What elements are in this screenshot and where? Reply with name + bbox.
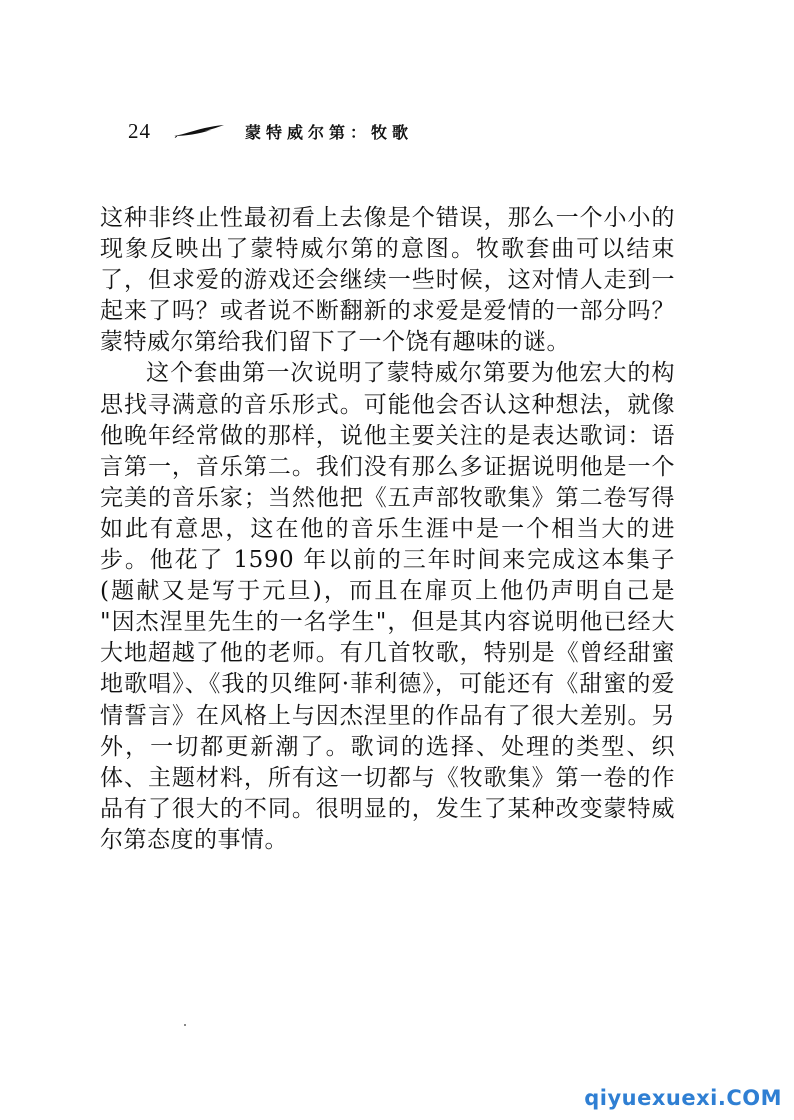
text-line: 尔第态度的事情。	[100, 826, 288, 853]
text-line: 起来了吗？或者说不断翻新的求爱是爱情的一部分吗？	[100, 298, 675, 325]
text-line: 了，但求爱的游戏还会继续一些时候，这对情人走到一	[100, 267, 675, 294]
scan-speck	[184, 1024, 186, 1026]
text-line: 步。他花了 1590 年以前的三年时间来完成这本集子	[100, 547, 675, 574]
text-line: 这种非终止性最初看上去像是个错误，那么一个小小的	[100, 205, 675, 231]
running-header	[128, 116, 413, 146]
text-line: 品有了很大的不同。很明显的，发生了某种改变蒙特威	[100, 795, 675, 822]
text-line: 现象反映出了蒙特威尔第的意图。牧歌套曲可以结束	[100, 236, 675, 263]
text-line: 体、主题材料，所有这一切都与《牧歌集》第一卷的作	[100, 764, 675, 791]
text-line: (题献又是写于元旦)，而且在扉页上他仍声明自己是	[100, 578, 675, 605]
text-line: 情誓言》在风格上与因杰涅里的作品有了很大差别。另	[100, 702, 675, 729]
body-text	[100, 203, 675, 856]
text-line: 地歌唱》、《我的贝维阿·菲利德》，可能还有《甜蜜的爱	[100, 671, 675, 698]
text-line: 这个套曲第一次说明了蒙特威尔第要为他宏大的构	[146, 360, 675, 387]
text-line: 大地超越了他的老师。有几首牧歌，特别是《曾经甜蜜	[100, 640, 675, 667]
paragraph-1	[100, 203, 675, 358]
text-line: 他晚年经常做的那样，说他主要关注的是表达歌词：语	[100, 422, 675, 449]
text-line: 言第一，音乐第二。我们没有那么多证据说明他是一个	[100, 453, 675, 480]
text-line: 外，一切都更新潮了。歌词的选择、处理的类型、织	[100, 733, 675, 760]
site-watermark: qiyuexuexi.COM	[584, 1086, 782, 1110]
page-number: 24	[128, 118, 151, 143]
text-line: 如此有意思，这在他的音乐生涯中是一个相当大的进	[100, 515, 675, 542]
text-line: 蒙特威尔第给我们留下了一个饶有趣味的谜。	[100, 329, 570, 356]
quill-ornament-icon	[173, 124, 225, 138]
running-title: 蒙特威尔第：牧歌	[245, 122, 414, 142]
text-line: 思找寻满意的音乐形式。可能他会否认这种想法，就像	[100, 391, 675, 418]
text-line: 完美的音乐家；当然他把《五声部牧歌集》第二卷写得	[100, 484, 675, 511]
text-line: "因杰涅里先生的一名学生"，但是其内容说明他已经大	[100, 609, 675, 636]
paragraph-2	[100, 358, 675, 856]
